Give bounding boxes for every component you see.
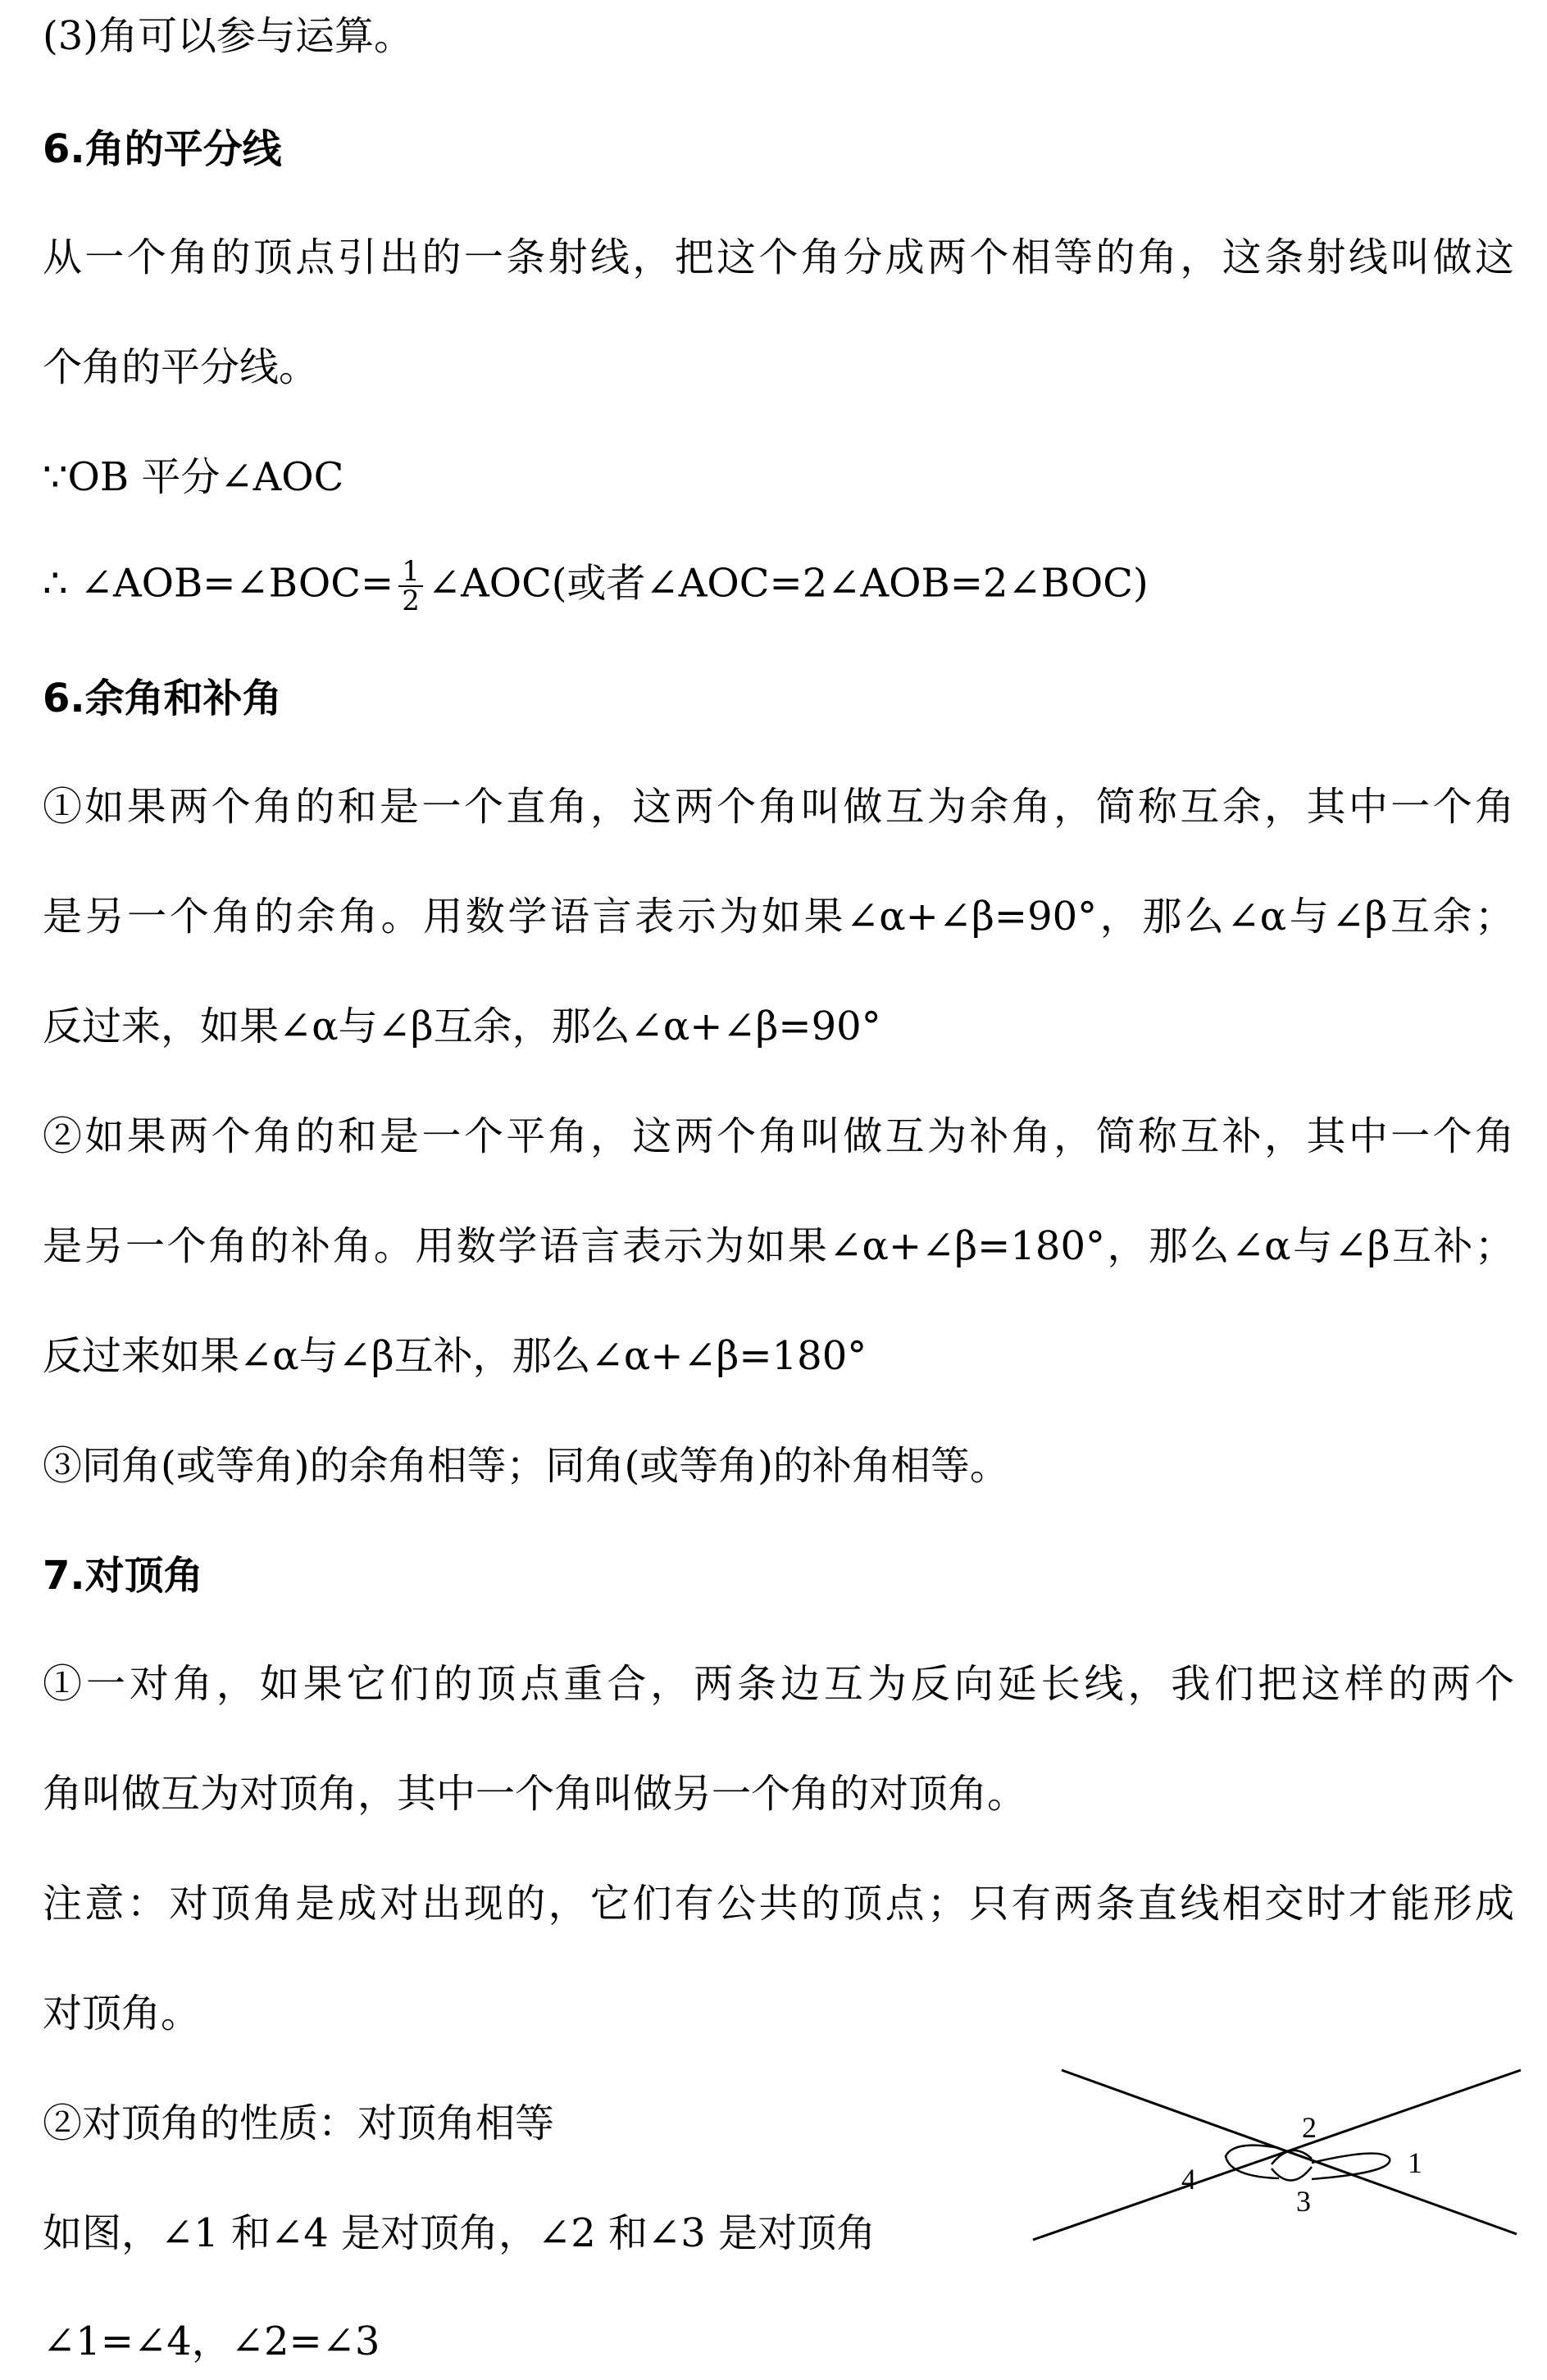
text-line: 角叫做互为对顶角，其中一个角叫做另一个角的对顶角。 (43, 1771, 1027, 1817)
text-line: 个角的平分线。 (43, 344, 319, 390)
text-line: ③同角(或等角)的余角相等；同角(或等角)的补角相等。 (43, 1443, 1009, 1489)
formula-prefix: ∴ ∠AOB=∠BOC= (43, 560, 394, 607)
section-heading-complementary-supplementary: 6.余角和补角 (43, 676, 282, 721)
angle-arc-left (1226, 2146, 1279, 2178)
text-line: 注意：对顶角是成对出现的，它们有公共的顶点；只有两条直线相交时才能形成 (43, 1881, 1514, 1927)
angle-label-3: 3 (1296, 2185, 1311, 2218)
angle-arc-right (1312, 2154, 1390, 2179)
text-line: (3)角可以参与运算。 (43, 13, 413, 59)
angle-label-2: 2 (1302, 2111, 1317, 2144)
vertical-angles-diagram (1029, 2062, 1529, 2250)
text-line: ②对顶角的性质：对顶角相等 (43, 2100, 555, 2146)
angle-label-1: 1 (1408, 2146, 1422, 2179)
angle-label-4: 4 (1181, 2163, 1196, 2196)
text-line: 反过来，如果∠α与∠β互余，那么∠α+∠β=90° (43, 1003, 881, 1049)
bisector-formula-line (43, 557, 1149, 615)
text-line: ①一对角，如果它们的顶点重合，两条边互为反向延长线，我们把这样的两个 (43, 1661, 1514, 1707)
text-line: 是另一个角的余角。用数学语言表示为如果∠α+∠β=90°，那么∠α与∠β互余； (43, 894, 1514, 940)
section-heading-angle-bisector: 6.角的平分线 (43, 126, 282, 172)
text-line: ①如果两个角的和是一个直角，这两个角叫做互为余角，简称互余，其中一个角 (43, 784, 1514, 830)
text-line: ∵OB 平分∠AOC (43, 454, 344, 500)
one-half-fraction (398, 557, 423, 615)
text-line: ∠1=∠4，∠2=∠3 (43, 2319, 380, 2364)
text-line: ②如果两个角的和是一个平角，这两个角叫做互为补角，简称互补，其中一个角 (43, 1113, 1514, 1159)
text-line: 如图，∠1 和∠4 是对顶角，∠2 和∠3 是对顶角 (43, 2210, 876, 2256)
text-line: 对顶角。 (43, 1991, 201, 2036)
text-line: 从一个角的顶点引出的一条射线，把这个角分成两个相等的角，这条射线叫做这 (43, 234, 1514, 280)
fraction-numerator: 1 (398, 557, 423, 587)
fraction-denominator: 2 (402, 585, 420, 617)
section-heading-vertical-angles: 7.对顶角 (43, 1553, 203, 1599)
text-line: 反过来如果∠α与∠β互补，那么∠α+∠β=180° (43, 1333, 867, 1379)
intersecting-line-b (1033, 2070, 1521, 2240)
formula-suffix: ∠AOC(或者∠AOC=2∠AOB=2∠BOC) (427, 560, 1149, 607)
text-line: 是另一个角的补角。用数学语言表示为如果∠α+∠β=180°，那么∠α与∠β互补； (43, 1223, 1514, 1269)
